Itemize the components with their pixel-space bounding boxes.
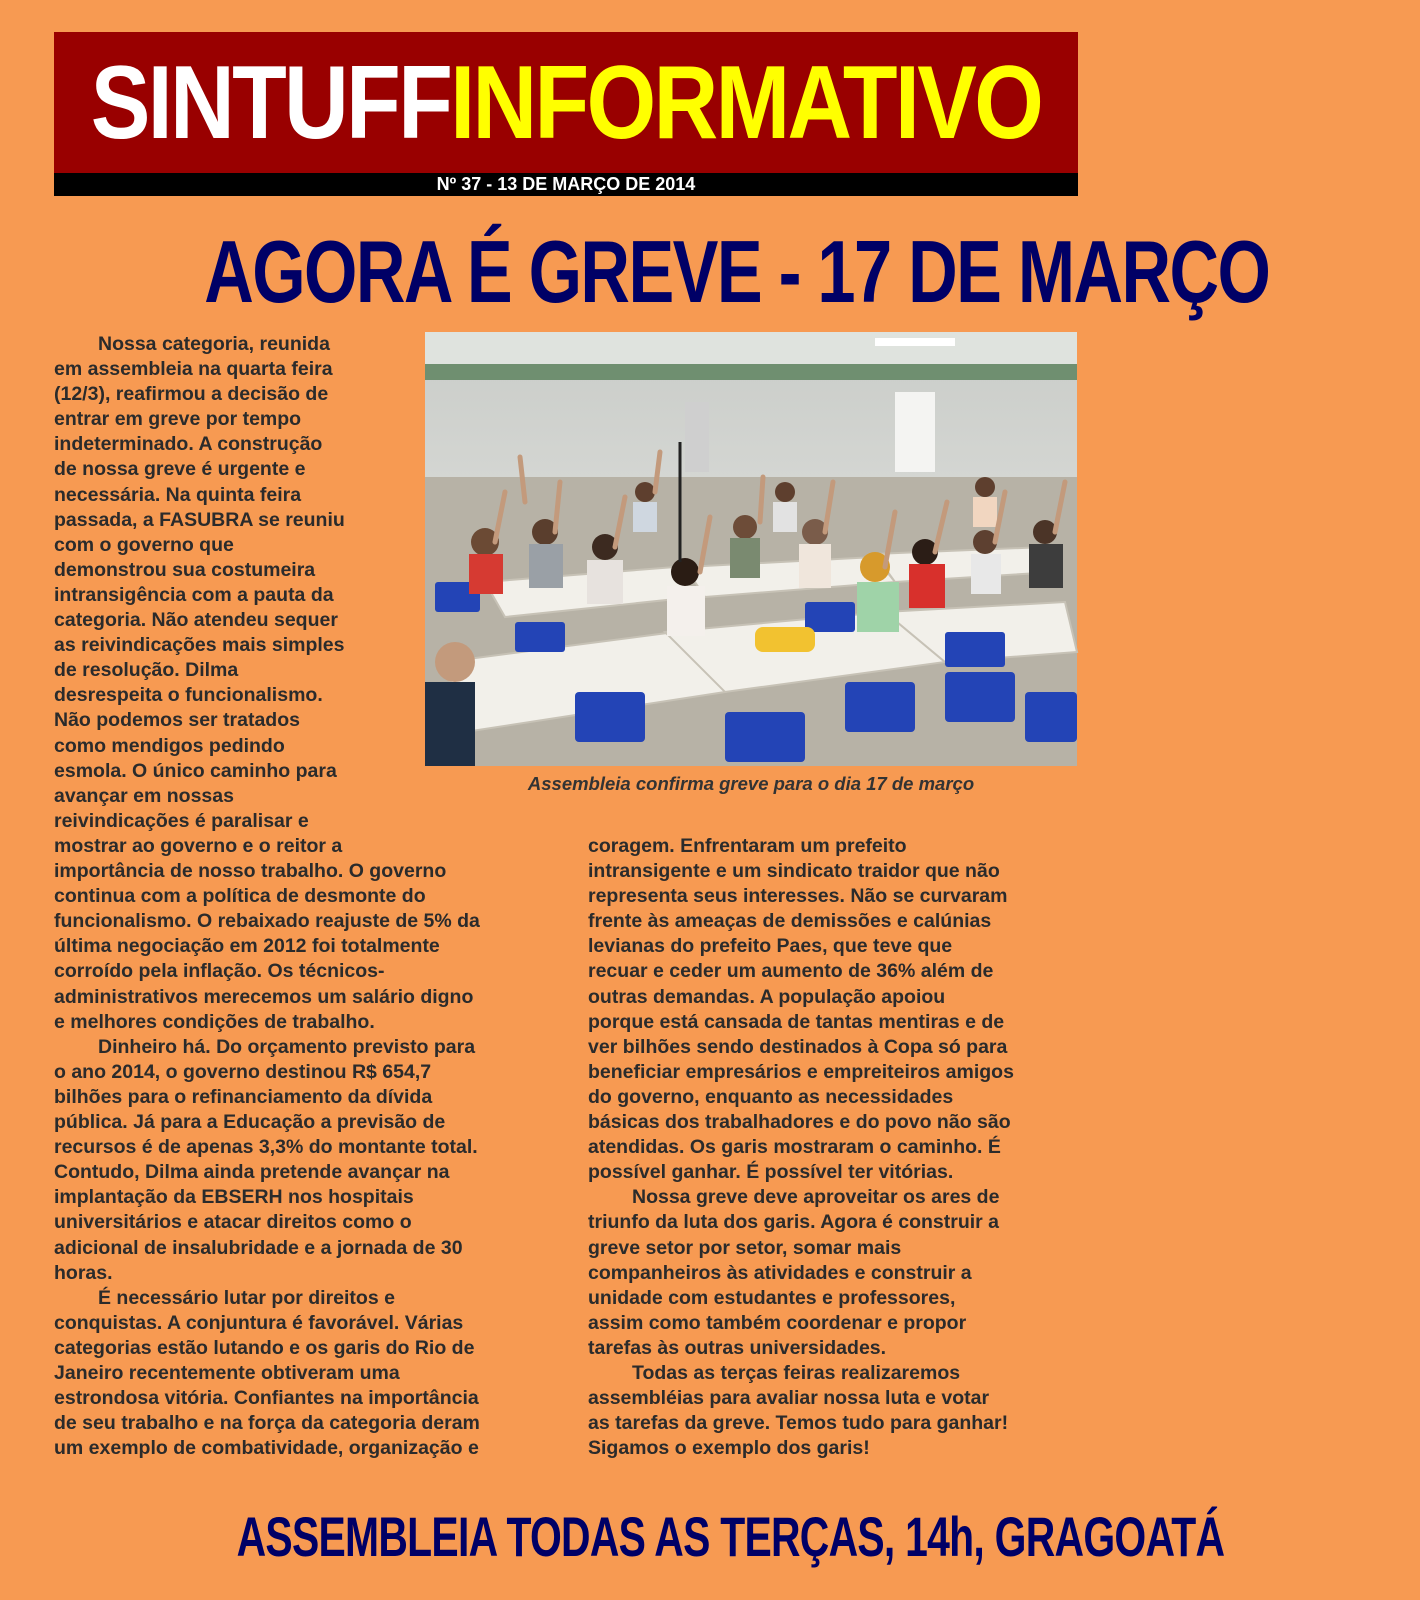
text-line: entrar em greve por tempo — [54, 408, 302, 431]
text-line: demonstrou sua costumeira — [54, 558, 316, 581]
text-line: ver bilhões sendo destinados à Copa só para — [588, 1035, 1008, 1058]
text-line: levianas do prefeito Paes, que teve que — [588, 935, 953, 958]
text-line: categorias estão lutando e os garis do Rio de — [54, 1336, 475, 1359]
text-line: básicas dos trabalhadores e do povo não são — [588, 1111, 1011, 1134]
text-line: Contudo, Dilma ainda pretende avançar na — [54, 1161, 450, 1184]
text-line: companheiros às atividades e construir a — [588, 1261, 972, 1284]
issue-line: Nº 37 - 13 DE MARÇO DE 2014 — [54, 173, 1078, 196]
text-line: Não podemos ser tratados — [54, 709, 300, 732]
text-line: implantação da EBSERH nos hospitais — [54, 1186, 414, 1209]
text-line: coragem. Enfrentaram um prefeito — [588, 835, 907, 857]
article-column-left-top — [54, 332, 394, 834]
text-line: de seu trabalho e na força da categoria deram — [54, 1412, 480, 1435]
text-line: intransigente e um sindicato traidor que não — [588, 860, 1000, 883]
photo-caption: Assembleia confirma greve para o dia 17 de março — [527, 773, 975, 794]
text-line: esmola. O único caminho para — [54, 759, 337, 782]
text-line: estrondosa vitória. Confiantes na importância — [54, 1387, 479, 1410]
text-line: horas. — [54, 1261, 113, 1284]
assembly-photo-image — [425, 332, 1077, 766]
text-line: assim como também coordenar e propor — [588, 1311, 967, 1334]
text-line: de nossa greve é urgente e — [54, 458, 306, 481]
text-line: avançar em nossas — [54, 784, 234, 807]
text-line: (12/3), reafirmou a decisão de — [54, 383, 329, 406]
text-line: indeterminado. A construção — [54, 433, 323, 456]
assembly-photo — [425, 332, 1077, 766]
masthead — [54, 32, 1078, 173]
text-line: conquistas. A conjuntura é favorável. Várias — [54, 1311, 464, 1334]
text-line: Todas as terças feiras realizaremos — [632, 1361, 961, 1384]
text-line: administrativos merecemos um salário digno — [54, 985, 474, 1008]
text-line: adicional de insalubridade e a jornada de 30 — [54, 1236, 463, 1259]
text-line: e melhores condições de trabalho. — [54, 1010, 375, 1033]
text-line: Nossa categoria, reunida — [98, 333, 330, 355]
text-line: É necessário lutar por direitos e — [98, 1286, 395, 1309]
text-line: mostrar ao governo e o reitor a — [54, 835, 343, 857]
text-line: outras demandas. A população apoiou — [588, 985, 946, 1008]
text-line: corroído pela inflação. Os técnicos- — [54, 960, 385, 983]
text-line: as tarefas da greve. Temos tudo para ganhar! — [588, 1412, 1009, 1435]
headline — [54, 222, 1270, 322]
footer-announcement-text: ASSEMBLEIA TODAS AS TERÇAS, 14h, GRAGOATÁ — [236, 1505, 1225, 1568]
article-column-right — [588, 834, 1082, 1461]
text-line: funcionalismo. O rebaixado reajuste de 5% da — [54, 910, 480, 933]
text-line: categoria. Não atendeu sequer — [54, 609, 338, 632]
text-line: continua com a política de desmonte do — [54, 885, 426, 908]
text-line: reivindicações é paralisar e — [54, 809, 309, 832]
text-line: recursos é de apenas 3,3% do montante total. — [54, 1136, 478, 1159]
text-line: última negociação em 2012 foi totalmente — [54, 935, 440, 958]
masthead-title — [90, 32, 1042, 173]
text-line: triunfo da luta dos garis. Agora é construir a — [588, 1211, 1000, 1234]
text-line: porque está cansada de tantas mentiras e de — [588, 1010, 1005, 1033]
masthead-title-sintuff: SINTUFF — [90, 44, 451, 161]
article-column-left-bottom — [54, 834, 554, 1461]
text-line: beneficiar empresários e empreiteiros amigos — [588, 1060, 1014, 1083]
text-line: passada, a FASUBRA se reuniu — [54, 508, 345, 531]
text-line: recuar e ceder um aumento de 36% além de — [588, 960, 994, 983]
text-line: do governo, enquanto as necessidades — [588, 1085, 954, 1108]
text-line: intransigência com a pauta da — [54, 583, 334, 606]
text-line: universitários e atacar direitos como o — [54, 1211, 412, 1234]
text-line: as reivindicações mais simples — [54, 634, 345, 657]
text-line: de resolução. Dilma — [54, 659, 239, 682]
text-line: representa seus interesses. Não se curvaram — [588, 885, 1008, 908]
text-line: em assembleia na quarta feira — [54, 358, 333, 381]
text-line: greve setor por setor, somar mais — [588, 1236, 902, 1259]
text-line: frente às ameaças de demissões e calúnias — [588, 910, 992, 933]
text-line: com o governo que — [54, 533, 234, 556]
headline-text: AGORA É GREVE - 17 DE MARÇO — [204, 222, 1270, 321]
text-line: atendidas. Os garis mostraram o caminho. É — [588, 1136, 1001, 1159]
masthead-title-informativo: INFORMATIVO — [450, 44, 1042, 161]
text-line: assembléias para avaliar nossa luta e votar — [588, 1387, 990, 1410]
text-line: o ano 2014, o governo destinou R$ 654,7 — [54, 1060, 432, 1083]
text-line: necessária. Na quinta feira — [54, 483, 302, 506]
text-line: Nossa greve deve aproveitar os ares de — [632, 1186, 1000, 1209]
text-line: Sigamos o exemplo dos garis! — [588, 1437, 870, 1460]
text-line: possível ganhar. É possível ter vitórias. — [588, 1161, 954, 1184]
footer-announcement — [54, 1502, 1225, 1572]
text-line: como mendigos pedindo — [54, 734, 285, 757]
text-line: Dinheiro há. Do orçamento previsto para — [98, 1035, 476, 1058]
text-line: bilhões para o refinanciamento da dívida — [54, 1085, 433, 1108]
text-line: importância de nosso trabalho. O governo — [54, 860, 447, 883]
text-line: unidade com estudantes e professores, — [588, 1286, 956, 1309]
text-line: desrespeita o funcionalismo. — [54, 684, 323, 707]
text-line: Janeiro recentemente obtiveram uma — [54, 1361, 400, 1384]
text-line: tarefas às outras universidades. — [588, 1336, 887, 1359]
text-line: um exemplo de combatividade, organização e — [54, 1437, 479, 1460]
text-line: pública. Já para a Educação a previsão de — [54, 1111, 446, 1134]
